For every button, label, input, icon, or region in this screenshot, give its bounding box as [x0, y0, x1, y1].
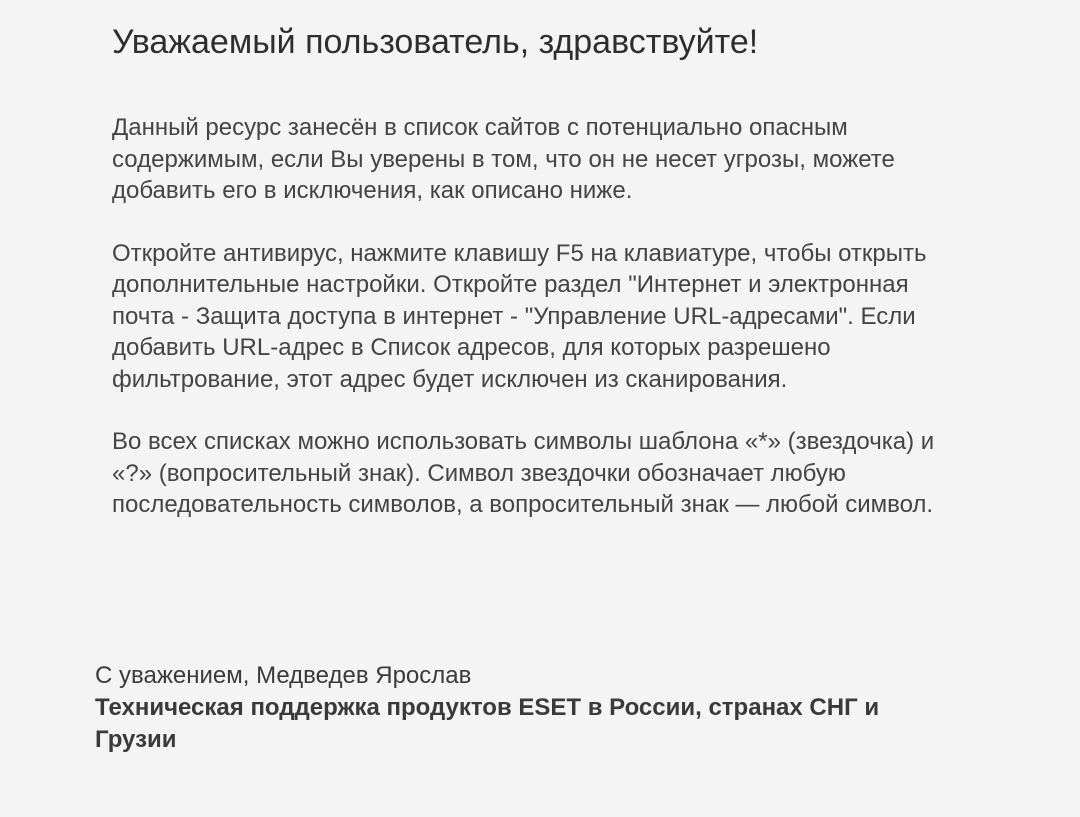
signature-block	[95, 660, 965, 756]
greeting-heading: Уважаемый пользователь, здравствуйте!	[112, 23, 759, 61]
paragraph-warning: Данный ресурс занесён в список сайтов с потенциально опасным содержимым, если Вы уверены в том, что он не несет угрозы, можете добавить его в исключения, как описано ниже.	[112, 114, 895, 204]
signature-organization: Техническая поддержка продуктов ESET в России, странах СНГ и Грузии	[95, 694, 880, 753]
paragraph-wildcards: Во всех списках можно использовать символы шаблона «*» (звездочка) и «?» (вопросительный знак). Символ звездочки обозначает любую последовательность символов, а вопросительный знак — любой символ.	[112, 428, 935, 518]
signature-regards: С уважением, Медведев Ярослав	[95, 662, 472, 689]
letter-body	[112, 20, 962, 521]
paragraph-instructions: Откройте антивирус, нажмите клавишу F5 на клавиатуре, чтобы открыть дополнительные настройки. Откройте раздел "Интернет и электронная почта - Защита доступа в интернет - "Управление URL-адресами". Если добавить URL-адрес в Список адресов, для которых разрешено фильтрование, этот адрес будет исключен из сканирования.	[112, 239, 927, 393]
